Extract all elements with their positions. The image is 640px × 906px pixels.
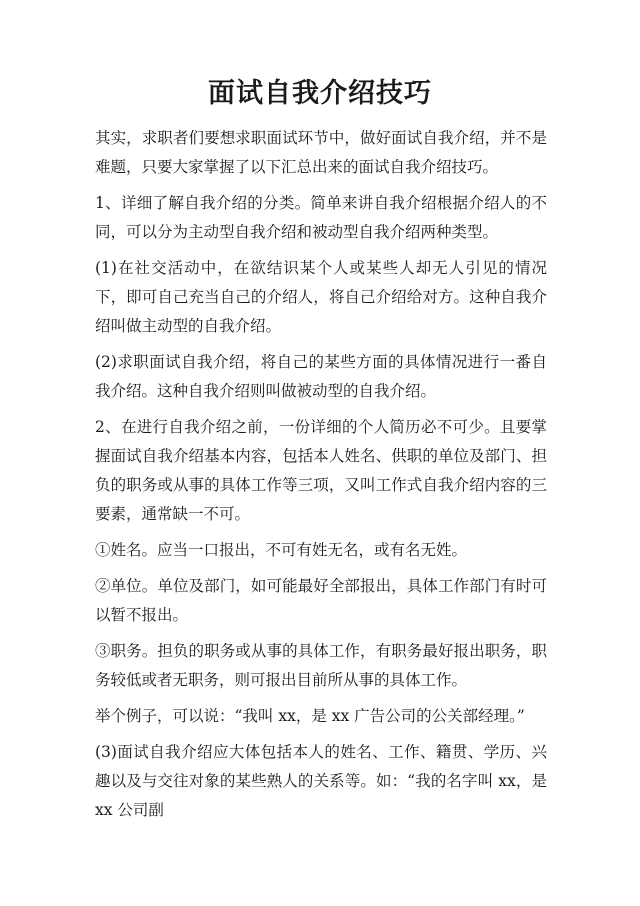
- paragraph-name: ①姓名。应当一口报出，不可有姓无名，或有名无姓。: [95, 541, 468, 559]
- paragraph-intro: 其实，求职者们要想求职面试环节中，做好面试自我介绍，并不是难题，只要大家掌握了以下汇总出来的面试自我介绍技巧。: [95, 129, 547, 176]
- paragraph-unit: ②单位。单位及部门，如可能最好全部报出，具体工作部门有时可以暂不报出。: [95, 577, 547, 624]
- paragraph-point-2: 2、在进行自我介绍之前，一份详细的个人简历必不可少。且要掌握面试自我介绍基本内容，包括本人姓名、供职的单位及部门、担负的职务或从事的具体工作等三项，又叫工作式自我介绍内容的三要素，通常缺一不可。: [95, 418, 547, 523]
- paragraph-point-1: 1、详细了解自我介绍的分类。简单来讲自我介绍根据介绍人的不同，可以分为主动型自我介绍和被动型自我介绍两种类型。: [95, 194, 547, 241]
- document-body: [95, 124, 547, 832]
- paragraph-content: (3)面试自我介绍应大体包括本人的姓名、工作、籍贯、学历、兴趣以及与交往对象的某些熟人的关系等。如：“我的名字叫 xx，是 xx 公司副: [95, 743, 547, 819]
- document-title: 面试自我介绍技巧: [208, 78, 432, 109]
- paragraph-passive-intro: (2)求职面试自我介绍，将自己的某些方面的具体情况进行一番自我介绍。这种自我介绍则叫做被动型的自我介绍。: [95, 353, 547, 400]
- paragraph-example: 举个例子，可以说：“我叫 xx，是 xx 广告公司的公关部经理。”: [95, 707, 525, 725]
- paragraph-active-intro: (1)在社交活动中，在欲结识某个人或某些人却无人引见的情况下，即可自己充当自己的介绍人，将自己介绍给对方。这种自我介绍叫做主动型的自我介绍。: [95, 259, 547, 335]
- paragraph-position: ③职务。担负的职务或从事的具体工作，有职务最好报出职务，职务较低或者无职务，则可报出目前所从事的具体工作。: [95, 642, 547, 689]
